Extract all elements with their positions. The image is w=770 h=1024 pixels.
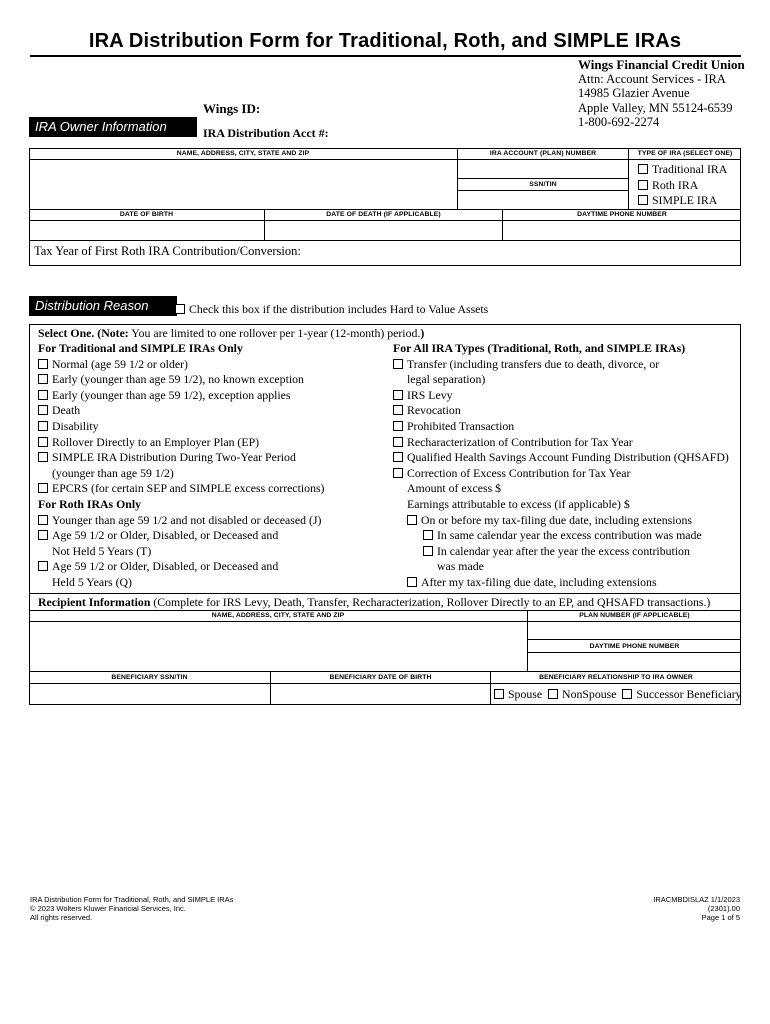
rel-spouse[interactable]: Spouse <box>494 687 542 701</box>
checkbox-icon[interactable] <box>423 546 433 556</box>
option-qhsafd[interactable]: Qualified Health Savings Account Funding Distribution (QHSAFD) <box>393 450 729 466</box>
option-simple-cont: (younger than age 59 1/2) <box>52 465 174 480</box>
recipient-name-label: NAME, ADDRESS, CITY, STATE AND ZIP <box>211 612 345 619</box>
excess-amount-label: Amount of excess $ <box>407 481 502 496</box>
recipient-plan-rule <box>527 639 741 640</box>
footer-left <box>30 895 233 922</box>
owner-plan-rule <box>457 178 628 179</box>
rel-successor[interactable]: Successor Beneficiary <box>622 687 741 701</box>
footer-form-name: IRA Distribution Form for Traditional, Roth, and SIMPLE IRAs <box>30 895 234 904</box>
traditional-options <box>38 341 324 591</box>
org-address <box>578 58 745 129</box>
acct-label: IRA Distribution Acct #: <box>203 126 329 140</box>
owner-dob-label: DATE OF BIRTH <box>119 211 174 218</box>
option-roth-t[interactable]: Age 59 1/2 or Older, Disabled, or Deceased and <box>38 528 324 544</box>
owner-dod-field[interactable] <box>265 221 501 240</box>
option-rollover[interactable]: Rollover Directly to an Employer Plan (EP) <box>38 435 324 451</box>
option-prohibited[interactable]: Prohibited Transaction <box>393 419 729 435</box>
owner-section-tab: IRA Owner Information <box>29 117 197 137</box>
hard-assets-option[interactable]: Check this box if the distribution includes Hard to Value Assets <box>175 302 488 318</box>
checkbox-icon[interactable] <box>38 452 48 462</box>
owner-plan-label: IRA ACCOUNT (PLAN) NUMBER <box>489 150 597 157</box>
beneficiary-ssn-label: BENEFICIARY SSN/TIN <box>111 674 188 681</box>
all-types-heading: For All IRA Types (Traditional, Roth, and SIMPLE IRAs) <box>393 341 686 355</box>
option-irs-levy[interactable]: IRS Levy <box>393 388 729 404</box>
org-name: Wings Financial Credit Union <box>578 57 745 72</box>
beneficiary-ssn-field[interactable] <box>30 684 269 704</box>
owner-phone-label: DAYTIME PHONE NUMBER <box>577 211 667 218</box>
recipient-heading-row <box>38 595 710 611</box>
option-before-due[interactable]: On or before my tax-filing due date, including extensions <box>393 513 729 529</box>
org-line1: Attn: Account Services - IRA <box>578 72 726 87</box>
owner-dod-label: DATE OF DEATH (IF APPLICABLE) <box>326 211 441 218</box>
recipient-name-field[interactable] <box>30 622 526 670</box>
recipient-note: (Complete for IRS Levy, Death, Transfer, Recharacterization, Rollover Directly to an EP, and QHSAFD transactions.) <box>153 595 711 609</box>
owner-ssn-field[interactable] <box>458 191 627 208</box>
ira-type-options <box>638 162 727 209</box>
all-types-options <box>393 341 729 591</box>
owner-ssn-label: SSN/TIN <box>529 181 557 188</box>
checkbox-icon[interactable] <box>38 421 48 431</box>
owner-phone-field[interactable] <box>503 221 740 240</box>
checkbox-icon[interactable] <box>393 421 403 431</box>
option-normal[interactable]: Normal (age 59 1/2 or older) <box>38 357 324 373</box>
option-roth-q-cont: Held 5 Years (Q) <box>52 574 132 589</box>
select-one-note: Select One. (Note: You are limited to one rollover per 1-year (12-month) period.) <box>38 326 425 340</box>
recipient-phone-field[interactable] <box>528 653 740 670</box>
recipient-heading: Recipient Information <box>38 595 151 609</box>
option-roth-t-cont: Not Held 5 Years (T) <box>52 543 152 558</box>
option-disability[interactable]: Disability <box>38 419 324 435</box>
option-after-due[interactable]: After my tax-filing due date, including extensions <box>393 575 729 591</box>
option-simple[interactable]: SIMPLE IRA Distribution During Two-Year Period <box>38 450 324 466</box>
checkbox-icon[interactable] <box>622 689 632 699</box>
distribution-section-tab: Distribution Reason <box>29 296 177 316</box>
beneficiary-rel-label: BENEFICIARY RELATIONSHIP TO IRA OWNER <box>539 674 693 681</box>
recipient-phone-label: DAYTIME PHONE NUMBER <box>589 643 680 650</box>
option-early-no-exception[interactable]: Early (younger than age 59 1/2), no known exception <box>38 372 324 388</box>
rel-nonspouse[interactable]: NonSpouse <box>548 687 616 701</box>
checkbox-icon[interactable] <box>38 561 48 571</box>
checkbox-icon[interactable] <box>638 180 648 190</box>
owner-name-label: NAME, ADDRESS, CITY, STATE AND ZIP <box>176 150 310 157</box>
checkbox-icon[interactable] <box>38 515 48 525</box>
checkbox-icon[interactable] <box>494 689 504 699</box>
owner-col-rule-2 <box>628 148 629 209</box>
wings-id-label: Wings ID: <box>203 101 261 116</box>
option-death[interactable]: Death <box>38 403 324 419</box>
form-title: IRA Distribution Form for Traditional, Roth, and SIMPLE IRAs <box>88 30 682 52</box>
footer-form-code: IRACMBDISLAZ 1/1/2023 <box>653 895 740 904</box>
checkbox-icon[interactable] <box>175 304 185 314</box>
ira-type-simple[interactable]: SIMPLE IRA <box>638 193 727 209</box>
traditional-heading: For Traditional and SIMPLE IRAs Only <box>38 341 243 355</box>
footer-rights: All rights reserved. <box>30 913 93 922</box>
owner-row2-rule <box>29 209 741 210</box>
checkbox-icon[interactable] <box>38 437 48 447</box>
checkbox-icon[interactable] <box>638 164 648 174</box>
checkbox-icon[interactable] <box>38 405 48 415</box>
footer-page: Page 1 of 5 <box>701 913 740 922</box>
checkbox-icon[interactable] <box>38 374 48 384</box>
recipient-plan-label: PLAN NUMBER (IF APPLICABLE) <box>579 612 690 619</box>
excess-earnings-label: Earnings attributable to excess (if applicable) $ <box>407 496 630 511</box>
checkbox-icon[interactable] <box>407 577 417 587</box>
checkbox-icon[interactable] <box>423 530 433 540</box>
option-transfer-cont: legal separation) <box>407 372 486 387</box>
owner-name-field[interactable] <box>30 160 456 208</box>
checkbox-icon[interactable] <box>38 390 48 400</box>
beneficiary-rule <box>29 671 741 672</box>
option-after-year-cont: was made <box>437 559 484 574</box>
checkbox-icon[interactable] <box>393 437 403 447</box>
recipient-plan-field[interactable] <box>528 622 740 639</box>
owner-type-label: TYPE OF IRA (SELECT ONE) <box>637 150 733 157</box>
recipient-header-rule <box>29 610 741 611</box>
ira-type-traditional[interactable]: Traditional IRA <box>638 162 727 178</box>
checkbox-icon[interactable] <box>407 515 417 525</box>
roth-heading: For Roth IRAs Only <box>38 496 142 511</box>
option-after-year[interactable]: In calendar year after the year the excess contribution <box>393 544 729 560</box>
owner-plan-field[interactable] <box>458 160 627 178</box>
tax-year-label: Tax Year of First Roth IRA Contribution/Conversion: <box>34 244 301 258</box>
recipient-top-rule <box>29 593 741 594</box>
tax-year-field[interactable] <box>290 242 738 264</box>
checkbox-icon[interactable] <box>393 390 403 400</box>
beneficiary-col-2 <box>490 671 491 705</box>
org-phone: 1-800-692-2274 <box>578 114 660 129</box>
org-line3: Apple Valley, MN 55124-6539 <box>578 100 733 115</box>
beneficiary-dob-label: BENEFICIARY DATE OF BIRTH <box>329 674 432 681</box>
checkbox-icon[interactable] <box>38 483 48 493</box>
checkbox-icon[interactable] <box>38 359 48 369</box>
option-correction[interactable]: Correction of Excess Contribution for Tax Year <box>393 466 729 482</box>
checkbox-icon[interactable] <box>548 689 558 699</box>
option-epcrs[interactable]: EPCRS (for certain SEP and SIMPLE excess corrections) <box>38 481 324 497</box>
option-early-exception[interactable]: Early (younger than age 59 1/2), exception applies <box>38 388 324 404</box>
option-roth-young[interactable]: Younger than age 59 1/2 and not disabled or deceased (J) <box>38 513 324 529</box>
checkbox-icon[interactable] <box>638 195 648 205</box>
owner-row3-rule <box>29 240 741 241</box>
checkbox-icon[interactable] <box>393 359 403 369</box>
footer-version: (2301).00 <box>707 904 740 913</box>
checkbox-icon[interactable] <box>393 405 403 415</box>
option-same-year[interactable]: In same calendar year the excess contribution was made <box>393 528 729 544</box>
ira-type-roth[interactable]: Roth IRA <box>638 178 727 194</box>
checkbox-icon[interactable] <box>393 468 403 478</box>
option-roth-q[interactable]: Age 59 1/2 or Older, Disabled, or Deceased and <box>38 559 324 575</box>
option-recharacterization[interactable]: Recharacterization of Contribution for Tax Year <box>393 435 729 451</box>
footer-copyright: © 2023 Wolters Kluwer Financial Services, Inc. <box>30 904 186 913</box>
checkbox-icon[interactable] <box>393 452 403 462</box>
org-line2: 14985 Glazier Avenue <box>578 86 690 101</box>
option-transfer[interactable]: Transfer (including transfers due to death, divorce, or <box>393 357 729 373</box>
checkbox-icon[interactable] <box>38 530 48 540</box>
relationship-options <box>494 687 742 703</box>
footer-right <box>653 895 740 922</box>
option-revocation[interactable]: Revocation <box>393 403 729 419</box>
beneficiary-dob-field[interactable] <box>271 684 489 704</box>
owner-dob-field[interactable] <box>30 221 263 240</box>
